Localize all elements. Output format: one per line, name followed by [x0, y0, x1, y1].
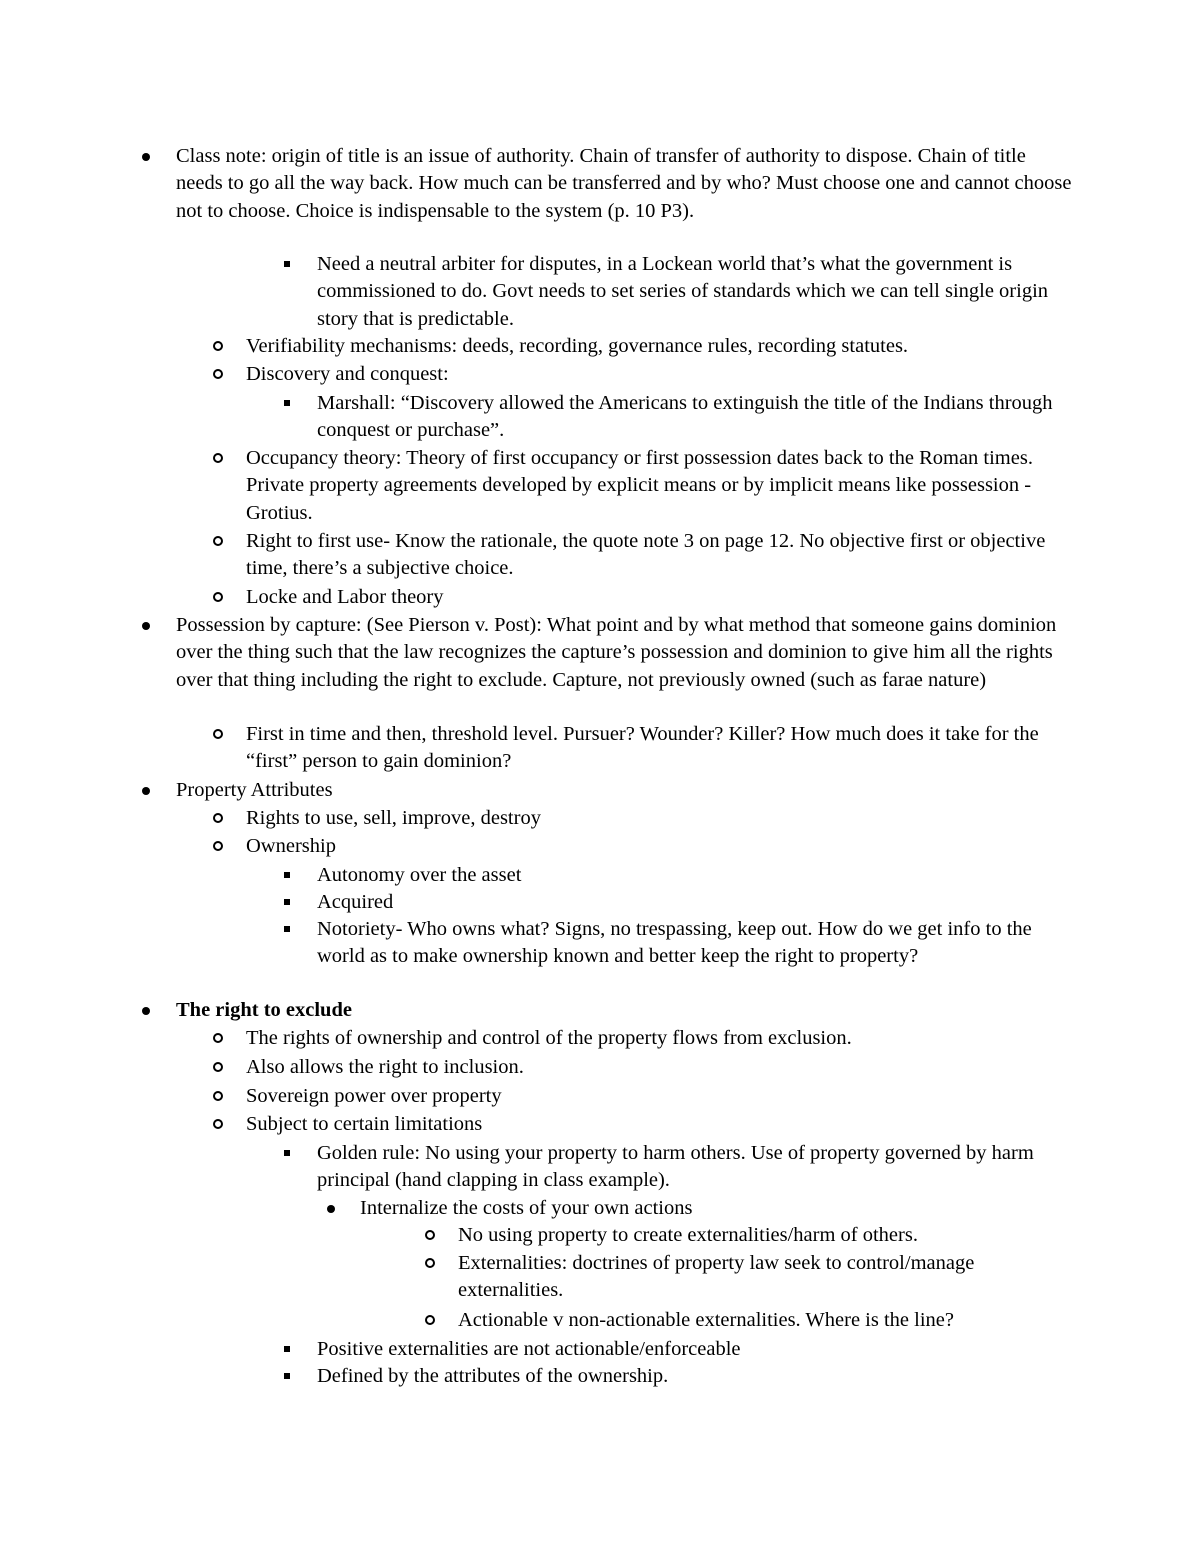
list-item — [246, 721, 1076, 776]
list-item-text: First in time and then, threshold level. Pursuer? Wounder? Killer? How much does it take for the “first” person to gain dominion? — [246, 723, 1039, 773]
circle-bullet-icon — [213, 333, 227, 360]
list-item-text: Internalize the costs of your own actions — [360, 1197, 693, 1219]
list-item — [176, 777, 1076, 804]
list-item — [246, 584, 1076, 611]
list-item-text: Right to first use- Know the rationale, the quote note 3 on page 12. No objective first or objective time, there’s a subjective choice. — [246, 530, 1046, 580]
list-item-text: Sovereign power over property — [246, 1085, 502, 1107]
list-item — [246, 1111, 1076, 1138]
list-item — [246, 805, 1076, 832]
list-item-text: Actionable v non-actionable externalities. Where is the line? — [458, 1309, 954, 1331]
list-item-text: Positive externalities are not actionable/enforceable — [317, 1338, 741, 1360]
list-item — [176, 997, 1076, 1024]
list-item-text: Marshall: “Discovery allowed the Americans to extinguish the title of the Indians through conquest or purchase”. — [317, 392, 1053, 442]
circle-bullet-icon — [213, 445, 227, 472]
circle-bullet-icon — [425, 1222, 439, 1249]
circle-bullet-icon — [213, 1054, 227, 1081]
list-item — [246, 445, 1076, 527]
list-item-text: Also allows the right to inclusion. — [246, 1056, 524, 1078]
list-item — [246, 528, 1076, 583]
square-bullet-icon — [284, 1140, 298, 1167]
circle-bullet-icon — [213, 1111, 227, 1138]
list-item — [458, 1250, 1076, 1305]
list-item-text: Discovery and conquest: — [246, 363, 449, 385]
square-bullet-icon — [284, 1336, 298, 1363]
square-bullet-icon — [284, 889, 298, 916]
list-item-text: Subject to certain limitations — [246, 1113, 483, 1135]
list-item — [317, 916, 1077, 971]
circle-bullet-icon — [213, 1083, 227, 1110]
list-item — [458, 1307, 1076, 1334]
list-item-text: Need a neutral arbiter for disputes, in a Lockean world that’s what the government is commissioned to do. Govt needs to set series of standards which we can tell single origin story that is predictable. — [317, 253, 1049, 330]
square-bullet-icon — [284, 916, 298, 943]
list-item — [458, 1222, 1076, 1249]
list-item — [246, 361, 1076, 388]
disc-bullet-icon — [142, 777, 156, 804]
list-item-text: Verifiability mechanisms: deeds, recording, governance rules, recording statutes. — [246, 335, 909, 357]
circle-bullet-icon — [425, 1307, 439, 1334]
square-bullet-icon — [284, 390, 298, 417]
list-item-text: Externalities: doctrines of property law seek to control/manage externalities. — [458, 1252, 975, 1302]
list-item — [317, 1363, 1077, 1390]
list-item-text: Locke and Labor theory — [246, 586, 444, 608]
list-item — [317, 390, 1077, 445]
list-item — [360, 1195, 1076, 1222]
list-item-text: Rights to use, sell, improve, destroy — [246, 807, 541, 829]
circle-bullet-icon — [213, 721, 227, 748]
list-item-text: Autonomy over the asset — [317, 864, 522, 886]
disc-bullet-icon — [142, 997, 156, 1024]
list-item-text: Possession by capture: (See Pierson v. Post): What point and by what method that someone gains dominion over the thing such that the law recognizes the capture’s possession and dominion to give him all the rights over that thing including the right to exclude. Capture, not previously owned (such as farae nature) — [176, 614, 1057, 691]
circle-bullet-icon — [213, 528, 227, 555]
list-item — [246, 1083, 1076, 1110]
disc-bullet-icon — [142, 612, 156, 639]
list-item-text: Acquired — [317, 891, 394, 913]
disc-bullet-icon — [142, 143, 156, 170]
list-item-text: No using property to create externalities/harm of others. — [458, 1224, 918, 1246]
list-item-text: Notoriety- Who owns what? Signs, no trespassing, keep out. How do we get info to the world as to make ownership known and better keep the right to property? — [317, 918, 1032, 968]
list-item — [246, 333, 1076, 360]
list-item-text: Class note: origin of title is an issue of authority. Chain of transfer of authority to dispose. Chain of title needs to go all the way back. How much can be transferred and by who? Must choose one and cannot choose not to choose. Choice is indispensable to the system (p. 10 P3). — [176, 145, 1072, 222]
list-item-text: The rights of ownership and control of the property flows from exclusion. — [246, 1027, 852, 1049]
square-bullet-icon — [284, 251, 298, 278]
circle-bullet-icon — [213, 833, 227, 860]
list-item — [317, 1336, 1077, 1363]
list-item — [317, 862, 1077, 889]
list-item-text: Defined by the attributes of the ownership. — [317, 1365, 669, 1387]
list-item — [176, 143, 1076, 225]
disc-bullet-icon — [327, 1195, 341, 1222]
circle-bullet-icon — [213, 584, 227, 611]
list-item — [176, 612, 1076, 694]
list-item — [246, 833, 1076, 860]
list-item — [317, 251, 1077, 333]
circle-bullet-icon — [425, 1250, 439, 1277]
list-item-text: Property Attributes — [176, 779, 333, 801]
list-item-text: Ownership — [246, 835, 336, 857]
list-item-text: Occupancy theory: Theory of first occupancy or first possession dates back to the Roman times. Private property agreements developed by explicit means or by implicit means like possession -Grotius. — [246, 447, 1033, 524]
section-heading: The right to exclude — [176, 999, 352, 1021]
circle-bullet-icon — [213, 361, 227, 388]
circle-bullet-icon — [213, 1025, 227, 1052]
circle-bullet-icon — [213, 805, 227, 832]
list-item — [317, 1140, 1077, 1195]
list-item-text: Golden rule: No using your property to harm others. Use of property governed by harm principal (hand clapping in class example). — [317, 1142, 1034, 1192]
square-bullet-icon — [284, 1363, 298, 1390]
list-item — [246, 1025, 1076, 1052]
square-bullet-icon — [284, 862, 298, 889]
list-item — [246, 1054, 1076, 1081]
list-item — [317, 889, 1077, 916]
